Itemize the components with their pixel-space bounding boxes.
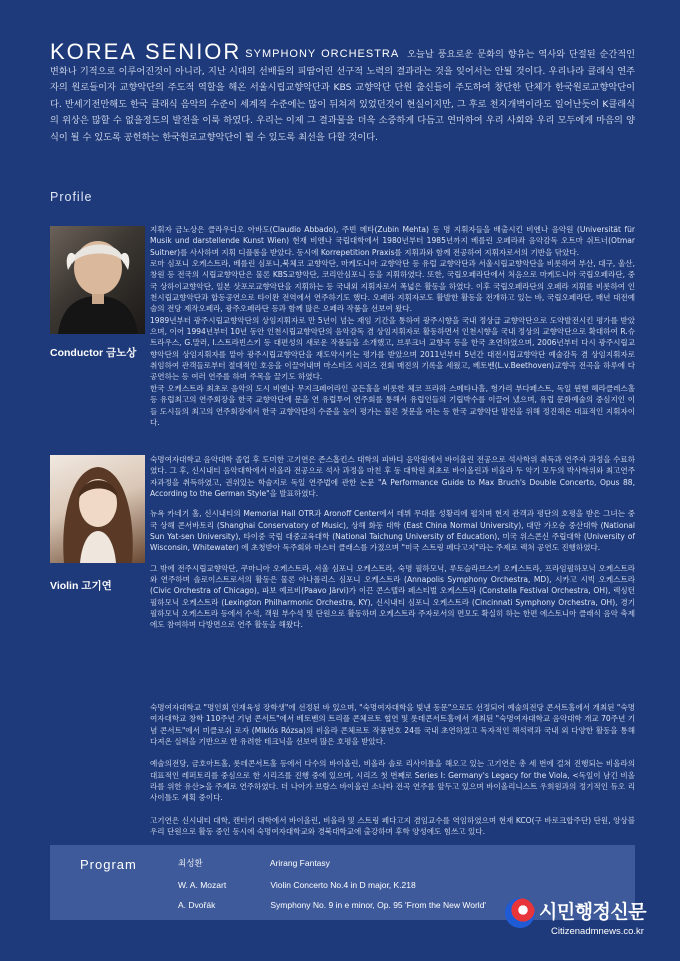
violinist-portrait-illustration xyxy=(50,455,145,563)
program-composer: A. Dvořák xyxy=(178,900,216,910)
violinist-bio-paragraph: 뉴욕 카네기 홀, 신시내티의 Memorial Hall OTR과 Aronoff Center에서 데뷔 무대를 성황리에 펼치며 현지 관객과 평단의 호평을 받은 그녀는 중국 상해 콘서바토리 (Shanghai Conservatory of Music), 상해 화동 대학 (East China Normal University), 대만 가오슝 중산대학 (National Sun Yat-sen University), 타이중 국립 대중교육대학 (National Taichung University of Education), 미국 위스콘신 주립대학 (University of Wisconsin, Whitewater) 에 초청받아 독주회와 마스터 클래스를 가졌으며 "미국 스트링 페다고지"라는 주제로 렉쳐 공연도 진행하였다. xyxy=(150,509,635,553)
intro-block xyxy=(50,39,636,147)
conductor-bio-paragraph: 로마 심포니 오케스트라, 베를린 심포니,북체코 교향악단, 마케도니아 교향악단 등 유럽 교향악단과 서울시립교향악단을 비롯하여 부산, 대구, 울산, 창원 등 전국의 시립교향악단은 물론 KBS교향악단, 코리안심포니 등을 지휘하였다. 또한, 국립오페라단에서 처음으로 마케도니아 국립오페라단, 중국 상하이교향악단, 일본 삿포로교향악단을 지휘하는 등 국내외 지휘자로서 폭넓은 활동을 하였다. 이후 국립오페라단의 오페라 지휘를 비롯하여 인천시립교향악단과 합동공연으로 타이완 전역에서 연주하기도 했다. 오페라 지휘자로도 활발한 활동을 전개하고 있는 바, 국립오페라단, 매년 대전예술의 전당 제작오페라, 광주오페라단 등과 함께 많은 오페라 작품을 선보여 왔다. xyxy=(150,259,635,314)
watermark-url: Citizenadmnews.co.kr xyxy=(551,926,644,937)
conductor-bio-paragraph: 한국 오케스트라 최초로 음악의 도시 비엔나 무지크페어라인 골든홀을 비롯한 체코 프라하 스메타나홀, 헝가리 부다페스트, 독일 뮌헨 헤라클레스홀 등 유럽최고의 연주회장을 한국 교향악단에 문을 연 유럽투어 연주회를 통해서 유럽인들의 기립박수를 이끌어 냈으며, 유럽 문화예술의 중심지인 이들 도시들의 최고의 연주회장에서 한국 교향악단의 수준을 높이 평가는 물론 첫문을 여는 등 한국 교향악단 발전을 위해 정진해온 대표적인 지휘자이다. xyxy=(150,383,635,427)
program-piece: Symphony No. 9 in e minor, Op. 95 'From the New World' xyxy=(270,900,487,910)
conductor-bio-paragraph: 1989년부터 광주시립교향악단의 상임지휘자로 만 5년이 넘는 재임 기간을 통하여 광주시향을 국내 정상급 교향악단으로 도약발전시킨 평가를 받았으며, 이어 1994년부터 10년 동안 인천시립교향악단의 음악감독 겸 상임지휘자로 활동하면서 인천시향을 국내 정상의 교향악단으로 확대하여 R.슈트라우스, G.말러, I.스트라빈스키 등 대편성의 새로운 작품들을 소개했고, 브루크너 교향곡 등을 한국 초연하였으며, 2006년부터 다시 광주시립교향악단의 상임지휘자를 맡아 광주시립교향악단을 재도약시키는 평가를 받았으며 2011년부터 5년간 대전시립교향악단 예술감독 겸 상임지휘자로 취임하여 관객들로부터 절대적인 호응을 이끌어내며 마스터즈 시리즈 전회 매진의 기록을 세웠고, 베토벤(L.v.Beethoven)교향곡 전곡을 하루에 다 공연하는 등 여러 연주를 하며 주목을 끌기도 하였다. xyxy=(150,315,635,382)
title-korea-senior: KOREA SENIOR xyxy=(50,39,242,64)
program-row xyxy=(178,880,416,890)
conductor-photo xyxy=(50,226,145,334)
watermark-name: 시민행정신문 xyxy=(539,901,647,923)
violinist-photo xyxy=(50,455,145,563)
conductor-bio xyxy=(150,224,635,428)
program-row xyxy=(178,900,558,910)
violinist-bio-paragraph: 고기연은 신시내티 대학, 캔터키 대학에서 바이올린, 비올라 및 스트링 페다고지 겸임교수를 역임하였으며 현재 KCO(구 바로크합주단) 단원, 앙상블 우리 단원으로 활동 중인 동시에 숙명여자대학교와 경북대학교에 출강하며 후학 양성에도 힘쓰고 있다. xyxy=(150,815,635,837)
program-row xyxy=(178,857,330,869)
violinist-bio-paragraph: 예술의전당, 금호아트홀, 롯데콘서트홀 등에서 다수의 바이올린, 비올라 솔로 리사이틀을 해오고 있는 고기연은 총 세 번에 걸쳐 진행되는 비올라의 대표적인 레퍼토리를 중심으로 한 시리즈를 진행 중에 있으며, 시리즈 첫 번째로 Series I: Germany's Legacy for the Viola, <독일이 남긴 비올라를 위한 유산>을 주제로 연주하였다. 더 나아가 브람스 바이올린 소나타 전곡 연주를 앞두고 있으며 바이올리니스트 우희원과의 정기적인 듀오 리사이틀도 계획 중이다. xyxy=(150,759,635,803)
program-piece: Arirang Fantasy xyxy=(269,858,330,868)
intro-text: 오늘날 풍요로운 문화의 향유는 역사와 단절된 순간적인 변화나 기적으로 이루어진것이 아니라, 지난 시대의 선배들의 피땀어린 선구적 노력의 결과라는 것을 잊어서는 안될 것이다. 우리나라 클래식 연주자의 원로들이자 교향악단의 주도적 역할을 해온 서울시립교향악단과 KBS 교향악단 단원 출신들이 주도하여 창단한 단체가 한국원로교향악단이다. 반세기전만해도 한국 클래식 음악의 수준이 세계적 수준에는 많이 뒤쳐져 있었던것이 현실이지만, 그 후로 천지개벽이라도 일어난듯이 K클래식의 위상은 많할 수 없을정도의 발전을 이룩 하였다. 우리는 이제 그 결과물을 더욱 소중하게 다듬고 연마하여 우리 사회와 우리 모두에게 마음의 양식이 될 수 있도록 공헌하는 한국원로교향악단이 될 수 있도록 최선을 다할 것이다. xyxy=(50,49,636,143)
program-piece: Violin Concerto No.4 in D major, K.218 xyxy=(270,880,416,890)
news-logo-icon xyxy=(505,898,535,928)
violinist-bio-paragraph: 숙명여자대학교 "명인회 인재육성 장학생"에 선정된 바 있으며, "숙명여자대학을 빛낸 동문"으로도 선정되어 예술의전당 콘서트홀에서 개최된 "숙명여자대학교 창학 110주년 기념 콘서트"에서 베토벤의 트리플 콘체르토 협연 및 롯데콘서트홀에서 개최된 "숙명여자대학교 음악대학 개교 70주년 기념 콘서트"에서 미클로쉬 로자 (Miklós Rózsa)의 비올라 콘체르토 작품번호 24를 국내 초연하였고 독자적인 해석력과 국내 외 다양한 활동을 통해 다져온 실력을 기반으로 한 유려한 테크닉을 선보여 많은 호평을 받았다. xyxy=(150,703,635,747)
violinist-bio-paragraph: 숙명여자대학교 음악대학 졸업 후 도미한 고기연은 존스홉킨스 대학의 피바디 음악원에서 바이올린 전공으로 석사학위 취득과 연주자 과정을 수료하였다. 그 후, 신시내티 음악대학에서 비올라 전공으로 석사 과정을 마친 후 동 대학원 최초로 바이올린과 비올라 두 악기 모두의 박사학위와 최고연주자과정을 취득하였고, 권위있는 학술지로 독일 연주법에 관한 논문 "A Performance Guide to Max Bruch's Double Concerto, Opus 88, According to the German Style"을 발표하였다. xyxy=(150,455,635,499)
conductor-bio-paragraph: 지휘자 금노상은 클라우디오 아바도(Claudio Abbado), 주빈 메타(Zubin Mehta) 등 명 지휘자들을 배출시킨 비엔나 음악원 (Universität für Musik und darstellende Kunst Wien) 현재 비엔나 국립대학에서 1980년부터 1985년까지 베를린 오페라좌 음악감독 오트마 쉬트너(Otmar Suitner)를 사사하며 지휘 디플롬을 받았다. 동시에 Korrepetition Praxis를 지휘과와 함께 전공하여 지휘자로서의 기반을 닦았다. xyxy=(150,225,635,257)
program-title: Program xyxy=(80,857,137,872)
violinist-bio xyxy=(150,454,635,640)
violinist-bio-paragraph: 그 밖에 전주시립교향악단, 쿠마니아 오케스트라, 서울 심포니 오케스트라, 숙명 필하모닉, 루토슬라브스키 오케스트라, 프라임필하모닉 오케스트라와 연주하며 솔로이스트로서의 활동은 물론 아나폴리스 심포니 오케스트라 (Annapolis Symphony Orchestra, MD), 시카고 시빅 오케스트라 (Civic Orchestra of Chicago), 파보 예르비(Paavo Järvi)가 이끈 콘스텔라 페스티벌 오케스트라 (Constella Festival Orchestra, OH), 렉싱턴 필하모닉 오케스트라 (Lexington Philharmonic Orchestra, KY), 신시내티 심포니 오케스트라 (Cincinnati Symphony Orchestra, OH), 경기필하모닉 오케스트라 등에서 수석, 객원 부수석 및 단원으로 활동하며 오케스트라 주자로서의 면모도 확실히 하는 한편 에스토니아 클래식 음악 축제에도 참여하며 다방면으로 연주 활동을 해왔다. xyxy=(150,563,635,630)
violinist-bio-continued xyxy=(150,702,635,848)
violinist-caption: Violin 고기연 xyxy=(50,580,112,592)
conductor-caption: Conductor 금노상 xyxy=(50,347,137,359)
watermark-logo xyxy=(505,895,670,945)
program-composer: 최성환 xyxy=(178,858,203,868)
program-composer: W. A. Mozart xyxy=(178,880,227,890)
conductor-portrait-illustration xyxy=(50,226,145,334)
profile-section-title: Profile xyxy=(50,190,93,204)
title-symphony-orchestra: SYMPHONY ORCHESTRA xyxy=(245,48,400,60)
